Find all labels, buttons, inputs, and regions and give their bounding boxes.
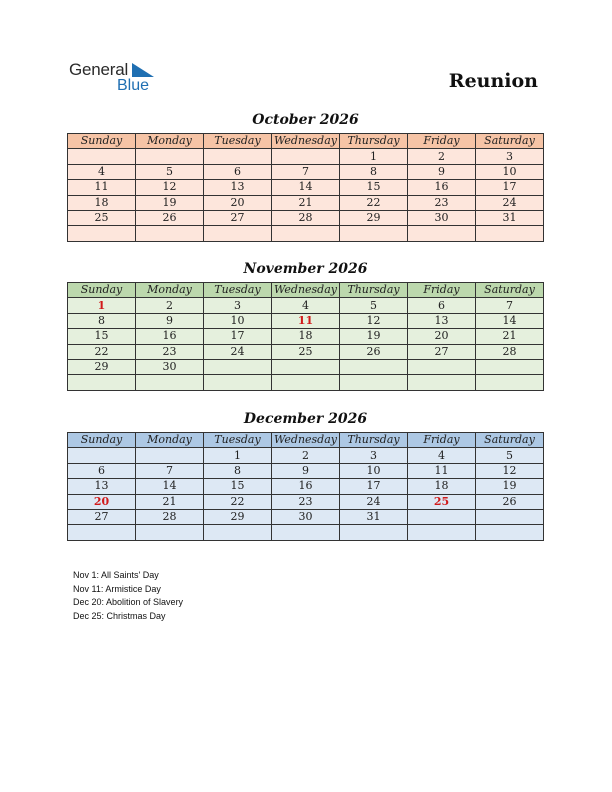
day-cell: 1	[340, 149, 408, 164]
day-cell	[68, 448, 136, 463]
day-cell	[136, 226, 204, 241]
day-cell: 27	[204, 210, 272, 225]
day-cell	[476, 525, 544, 540]
holiday-note: Nov 1: All Saints' Day	[73, 570, 159, 580]
day-cell: 3	[204, 298, 272, 313]
day-cell: 7	[476, 298, 544, 313]
day-cell: 14	[136, 479, 204, 494]
calendar-november	[67, 282, 544, 391]
weekday-header: Thursday	[340, 134, 408, 149]
day-cell: 14	[272, 180, 340, 195]
day-cell: 6	[68, 463, 136, 478]
calendar-december	[67, 432, 544, 541]
day-cell: 24	[204, 344, 272, 359]
month-title-october: October 2026	[252, 112, 359, 128]
weekday-header-row	[68, 433, 544, 448]
day-cell: 16	[272, 479, 340, 494]
weekday-header: Wednesday	[272, 134, 340, 149]
day-cell	[408, 509, 476, 524]
day-cell: 29	[340, 210, 408, 225]
week-row	[68, 479, 544, 494]
day-cell: 24	[340, 494, 408, 509]
day-cell: 2	[136, 298, 204, 313]
day-cell	[272, 375, 340, 390]
day-cell: 6	[204, 164, 272, 179]
week-row	[68, 359, 544, 374]
weekday-header: Friday	[408, 134, 476, 149]
day-cell: 23	[272, 494, 340, 509]
weekday-header: Saturday	[476, 134, 544, 149]
day-cell: 4	[68, 164, 136, 179]
day-cell: 5	[136, 164, 204, 179]
weekday-header: Thursday	[340, 433, 408, 448]
day-cell: 30	[408, 210, 476, 225]
weekday-header: Saturday	[476, 433, 544, 448]
day-cell	[136, 525, 204, 540]
weekday-header: Monday	[136, 283, 204, 298]
day-cell: 21	[272, 195, 340, 210]
day-cell: 28	[136, 509, 204, 524]
week-row	[68, 298, 544, 313]
day-cell	[476, 509, 544, 524]
calendar-october	[67, 133, 544, 242]
day-cell	[272, 525, 340, 540]
week-row	[68, 164, 544, 179]
day-cell: 27	[68, 509, 136, 524]
weekday-header: Monday	[136, 433, 204, 448]
day-cell	[272, 149, 340, 164]
day-cell: 15	[204, 479, 272, 494]
day-cell: 16	[408, 180, 476, 195]
day-cell: 16	[136, 329, 204, 344]
day-cell	[340, 375, 408, 390]
weekday-header-row	[68, 283, 544, 298]
day-cell: 5	[476, 448, 544, 463]
day-cell: 10	[340, 463, 408, 478]
weekday-header: Wednesday	[272, 433, 340, 448]
holiday-note: Dec 20: Abolition of Slavery	[73, 597, 184, 607]
month-title-december: December 2026	[243, 411, 368, 427]
week-row	[68, 525, 544, 540]
day-cell: 8	[340, 164, 408, 179]
weekday-header: Monday	[136, 134, 204, 149]
day-cell: 29	[204, 509, 272, 524]
day-cell: 14	[476, 313, 544, 328]
day-cell	[204, 375, 272, 390]
day-cell: 21	[136, 494, 204, 509]
day-cell: 20	[408, 329, 476, 344]
day-cell: 31	[476, 210, 544, 225]
day-cell: 7	[272, 164, 340, 179]
day-cell	[408, 359, 476, 374]
weekday-header: Friday	[408, 433, 476, 448]
day-cell	[340, 525, 408, 540]
day-cell: 28	[476, 344, 544, 359]
day-cell: 2	[408, 149, 476, 164]
day-cell: 10	[204, 313, 272, 328]
day-cell: 26	[476, 494, 544, 509]
day-cell: 21	[476, 329, 544, 344]
weekday-header-row	[68, 134, 544, 149]
day-cell: 23	[136, 344, 204, 359]
day-cell: 13	[68, 479, 136, 494]
day-cell	[340, 226, 408, 241]
day-cell: 28	[272, 210, 340, 225]
logo-triangle-icon	[132, 63, 154, 77]
weekday-header: Sunday	[68, 283, 136, 298]
day-cell: 26	[340, 344, 408, 359]
day-cell: 15	[340, 180, 408, 195]
day-cell	[476, 375, 544, 390]
weekday-header: Saturday	[476, 283, 544, 298]
holiday-notes	[73, 569, 183, 623]
day-cell: 26	[136, 210, 204, 225]
day-cell: 19	[136, 195, 204, 210]
day-cell: 25	[272, 344, 340, 359]
day-cell	[136, 149, 204, 164]
logo-text-general: General	[69, 60, 129, 79]
day-cell: 8	[204, 463, 272, 478]
day-cell: 11	[68, 180, 136, 195]
day-cell: 4	[408, 448, 476, 463]
day-cell	[476, 226, 544, 241]
weekday-header: Tuesday	[204, 283, 272, 298]
weekday-header: Wednesday	[272, 283, 340, 298]
day-cell	[272, 359, 340, 374]
day-cell: 12	[136, 180, 204, 195]
day-cell: 25	[408, 494, 476, 509]
day-cell: 30	[272, 509, 340, 524]
day-cell: 7	[136, 463, 204, 478]
day-cell	[408, 525, 476, 540]
day-cell	[272, 226, 340, 241]
week-row	[68, 180, 544, 195]
week-row	[68, 448, 544, 463]
logo-text-blue: Blue	[117, 77, 150, 94]
week-row	[68, 195, 544, 210]
day-cell: 11	[408, 463, 476, 478]
day-cell: 3	[476, 149, 544, 164]
day-cell: 12	[340, 313, 408, 328]
day-cell: 10	[476, 164, 544, 179]
day-cell: 18	[272, 329, 340, 344]
country-title: Reunion	[448, 70, 538, 92]
day-cell: 27	[408, 344, 476, 359]
day-cell: 19	[476, 479, 544, 494]
week-row	[68, 375, 544, 390]
week-row	[68, 509, 544, 524]
day-cell: 1	[68, 298, 136, 313]
day-cell: 3	[340, 448, 408, 463]
weekday-header: Tuesday	[204, 134, 272, 149]
day-cell: 12	[476, 463, 544, 478]
day-cell: 4	[272, 298, 340, 313]
day-cell: 11	[272, 313, 340, 328]
day-cell: 17	[476, 180, 544, 195]
day-cell: 15	[68, 329, 136, 344]
day-cell: 2	[272, 448, 340, 463]
day-cell	[204, 525, 272, 540]
day-cell: 25	[68, 210, 136, 225]
day-cell	[136, 375, 204, 390]
month-title-november: November 2026	[243, 261, 368, 277]
day-cell: 18	[408, 479, 476, 494]
day-cell	[68, 149, 136, 164]
day-cell	[340, 359, 408, 374]
weekday-header: Friday	[408, 283, 476, 298]
week-row	[68, 463, 544, 478]
holiday-note: Nov 11: Armistice Day	[73, 583, 161, 594]
day-cell	[68, 525, 136, 540]
weekday-header: Sunday	[68, 433, 136, 448]
day-cell	[204, 149, 272, 164]
day-cell: 9	[408, 164, 476, 179]
day-cell: 1	[204, 448, 272, 463]
day-cell: 30	[136, 359, 204, 374]
day-cell: 9	[272, 463, 340, 478]
day-cell: 6	[408, 298, 476, 313]
day-cell: 17	[204, 329, 272, 344]
day-cell: 22	[204, 494, 272, 509]
day-cell: 29	[68, 359, 136, 374]
day-cell: 13	[204, 180, 272, 195]
day-cell: 24	[476, 195, 544, 210]
day-cell	[408, 375, 476, 390]
day-cell: 9	[136, 313, 204, 328]
day-cell: 31	[340, 509, 408, 524]
day-cell	[408, 226, 476, 241]
day-cell: 20	[68, 494, 136, 509]
week-row	[68, 210, 544, 225]
week-row	[68, 226, 544, 241]
weekday-header: Tuesday	[204, 433, 272, 448]
week-row	[68, 313, 544, 328]
day-cell: 18	[68, 195, 136, 210]
day-cell	[68, 226, 136, 241]
day-cell	[136, 448, 204, 463]
day-cell: 5	[340, 298, 408, 313]
holiday-note: Dec 25: Christmas Day	[73, 610, 166, 621]
weekday-header: Thursday	[340, 283, 408, 298]
day-cell	[476, 359, 544, 374]
day-cell	[204, 226, 272, 241]
day-cell: 20	[204, 195, 272, 210]
day-cell: 17	[340, 479, 408, 494]
day-cell: 13	[408, 313, 476, 328]
week-row	[68, 344, 544, 359]
day-cell: 22	[68, 344, 136, 359]
day-cell: 19	[340, 329, 408, 344]
day-cell: 23	[408, 195, 476, 210]
generalblue-logo	[69, 60, 169, 96]
day-cell	[68, 375, 136, 390]
week-row	[68, 494, 544, 509]
weekday-header: Sunday	[68, 134, 136, 149]
week-row	[68, 329, 544, 344]
week-row	[68, 149, 544, 164]
day-cell: 8	[68, 313, 136, 328]
day-cell	[204, 359, 272, 374]
day-cell: 22	[340, 195, 408, 210]
